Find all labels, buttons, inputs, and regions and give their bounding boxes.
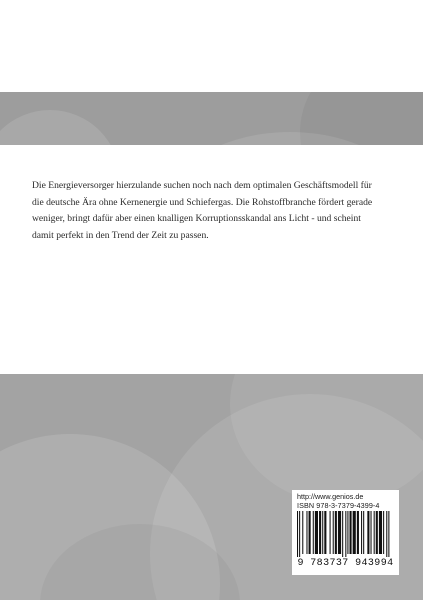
band-circle — [0, 110, 120, 145]
blurb-line: die deutsche Ära ohne Kernenergie und Schiefergas. Die Rohstoffbranche fördert gerade — [32, 196, 373, 208]
blurb-line: Die Energieversorger hierzulande suchen noch nach dem optimalen Geschäftsmodell für — [32, 180, 372, 191]
barcode-icon — [295, 511, 396, 557]
barcode-digits: 9 783737 943994 — [297, 558, 394, 569]
publisher-url: http://www.genios.de — [297, 492, 364, 501]
blurb-line: weniger, bringt dafür aber einen knalligen Korruptionsskandal ans Licht - und scheint — [32, 213, 361, 224]
isbn-number: ISBN 978-3-7379-4399-4 — [297, 501, 380, 510]
blurb-text — [32, 178, 398, 244]
barcode-label — [292, 490, 399, 575]
blurb-line: damit perfekt in den Trend der Zeit zu passen. — [32, 229, 209, 241]
top-decorative-band — [0, 92, 423, 145]
band-circle — [300, 92, 423, 145]
